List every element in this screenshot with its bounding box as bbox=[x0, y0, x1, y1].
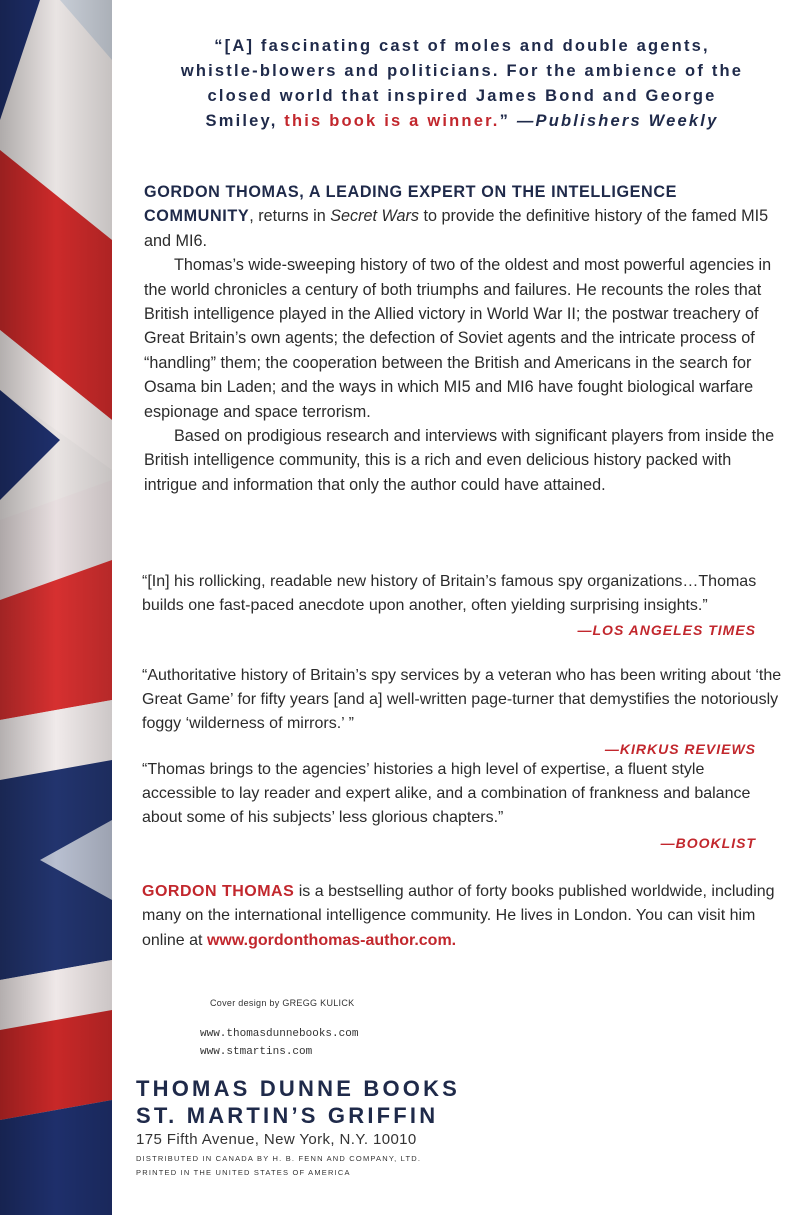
top-quote-source: —Publishers Weekly bbox=[516, 112, 719, 130]
author-bio bbox=[142, 880, 782, 953]
book-description bbox=[144, 180, 776, 497]
author-name: GORDON THOMAS bbox=[142, 883, 295, 900]
back-cover-content bbox=[112, 0, 800, 1215]
description-paragraph-1 bbox=[144, 180, 776, 253]
author-website-link[interactable]: www.gordonthomas-author.com. bbox=[206, 931, 457, 949]
review-source: —KIRKUS REVIEWS bbox=[604, 740, 756, 757]
description-p1-b: to provide the definitive history of the famed MI5 and MI6. bbox=[144, 207, 769, 250]
top-quote-highlight: this book is a winner. bbox=[284, 112, 500, 130]
publisher-address: 175 Fifth Avenue, New York, N.Y. 10010 bbox=[136, 1131, 417, 1148]
top-quote-close: ” bbox=[499, 112, 511, 130]
review-text: “Thomas brings to the agencies’ histories a high level of expertise, a fluent style accessible to lay reader and expert alike, and a combination of frankness and balance about some of his subjects’ less glorious chapters.” bbox=[142, 761, 751, 827]
cover-design-credit: Cover design by GREGG KULICK bbox=[210, 998, 355, 1008]
description-p1-a: , returns in bbox=[249, 207, 331, 226]
printed-note: PRINTED IN THE UNITED STATES OF AMERICA bbox=[136, 1168, 351, 1177]
flag-illustration bbox=[0, 0, 112, 1215]
review-text: “[In] his rollicking, readable new history of Britain’s famous spy organizations…Thomas builds one fast-paced anecdote upon another, often yielding surprising insights.” bbox=[142, 573, 757, 615]
review-text: “Authoritative history of Britain’s spy services by a veteran who has been writing about ‘the Great Game’ for fifty years [and a] well-written page-turner that demystifies the notoriously foggy ‘wilderness of mirrors.’ ” bbox=[142, 667, 782, 733]
review-source: —LOS ANGELES TIMES bbox=[577, 622, 756, 639]
union-jack-flag-image bbox=[0, 0, 112, 1215]
book-title: Secret Wars bbox=[330, 207, 419, 226]
review-2 bbox=[142, 664, 782, 761]
description-paragraph-2: Thomas’s wide-sweeping history of two of the oldest and most powerful agencies in the world chronicles a century of both triumphs and failures. He recounts the roles that British intelligence played in the Allied victory in World War II; the postwar treachery of Great Britain’s own agents; the defection of Soviet agents and the intricate process of “handling” them; the cooperation between the British and Americans in the search for Osama bin Laden; and the ways in which MI5 and MI6 have fought biological warfare espionage and space terrorism. bbox=[144, 256, 772, 421]
distribution-note: DISTRIBUTED IN CANADA BY H. B. FENN AND COMPANY, LTD. bbox=[136, 1154, 422, 1163]
review-1 bbox=[142, 570, 782, 643]
author-bio-text: is a bestselling author of forty books published worldwide, including many on the international intelligence community. He lives in London. You can visit him online at bbox=[142, 883, 775, 949]
website-link-stmartins[interactable]: www.stmartins.com bbox=[200, 1046, 313, 1058]
top-quote-text: “[A] fascinating cast of moles and double agents, whistle-blowers and politicians. For the ambience of the closed world that inspired James Bond and George Smiley, bbox=[180, 37, 744, 130]
publisher-imprint-2: ST. MARTIN’S GRIFFIN bbox=[136, 1103, 439, 1128]
review-3 bbox=[142, 758, 782, 855]
website-link-thomasdunne[interactable]: www.thomasdunnebooks.com bbox=[200, 1028, 359, 1040]
description-paragraph-3: Based on prodigious research and interviews with significant players from inside the British intelligence community, this is a rich and even delicious history packed with intrigue and information that only the author could have attained. bbox=[144, 427, 775, 494]
top-quote bbox=[172, 34, 752, 134]
review-source: —BOOKLIST bbox=[660, 834, 756, 851]
publisher-imprint-1: THOMAS DUNNE BOOKS bbox=[136, 1076, 461, 1101]
description-lead: GORDON THOMAS, A LEADING EXPERT ON THE INTELLIGENCE COMMUNITY bbox=[144, 183, 678, 226]
